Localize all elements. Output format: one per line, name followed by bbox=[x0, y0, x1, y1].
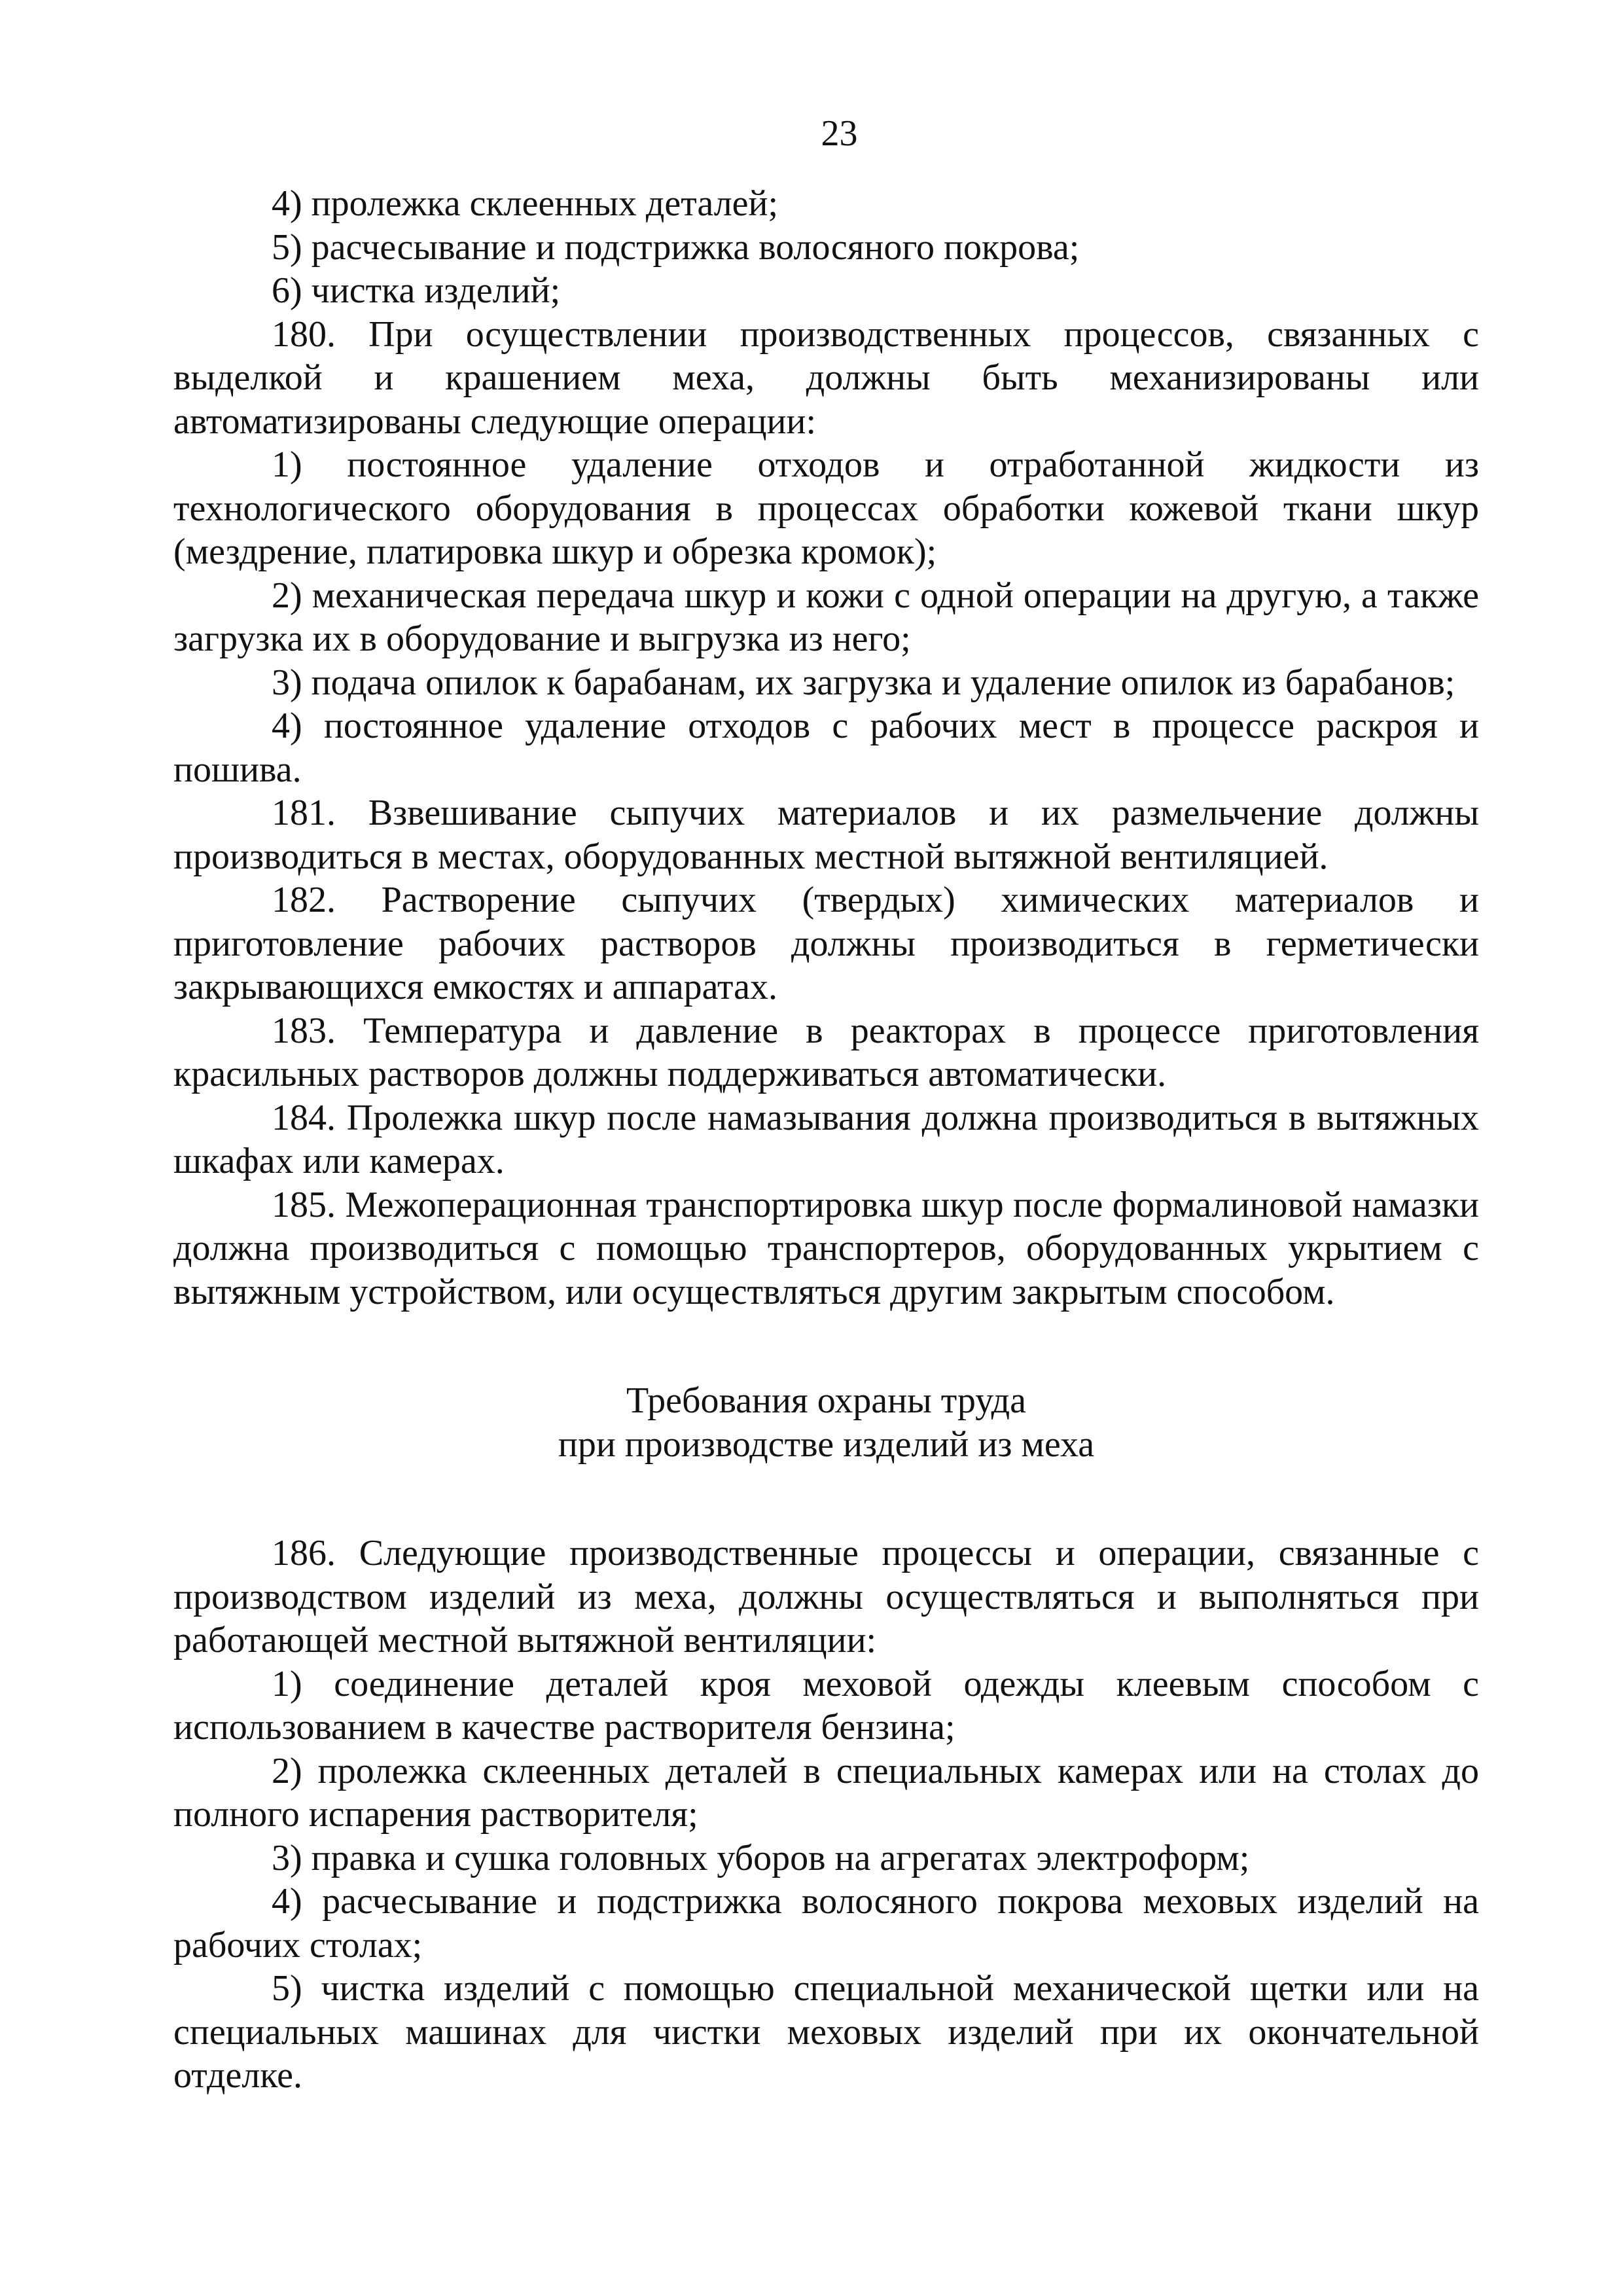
paragraph: 2) механическая передача шкур и кожи с одной операции на другую, а также загрузка их в оборудование и выгрузка из него; bbox=[173, 575, 1479, 659]
paragraph: 184. Пролежка шкур после намазывания должна производиться в вытяжных шкафах или камерах. bbox=[173, 1097, 1479, 1181]
paragraph: 3) подача опилок к барабанам, их загрузка и удаление опилок из барабанов; bbox=[272, 662, 1455, 703]
document-page bbox=[173, 111, 1479, 2098]
paragraph: 4) расчесывание и подстрижка волосяного покрова меховых изделий на рабочих столах; bbox=[173, 1881, 1479, 1965]
paragraph: 185. Межоперационная транспортировка шкур после формалиновой намазки должна производиться с помощью транспортеров, оборудованных укрытием с вытяжным устройством, или осуществляться другим закрытым способом. bbox=[173, 1184, 1479, 1312]
paragraph: 186. Следующие производственные процессы и операции, связанные с производством изделий из меха, должны осуществляться и выполняться при работающей местной вытяжной вентиляции: bbox=[173, 1533, 1479, 1660]
paragraph: 180. При осуществлении производственных процессов, связанных с выделкой и крашением меха, должны быть механизированы или автоматизированы следующие операции: bbox=[173, 314, 1479, 442]
paragraph: 183. Температура и давление в реакторах в процессе приготовления красильных растворов должны поддерживаться автоматически. bbox=[173, 1010, 1479, 1094]
paragraphs-bottom bbox=[173, 1532, 1479, 2098]
section-title bbox=[173, 1379, 1479, 1466]
paragraph: 182. Растворение сыпучих (твердых) химических материалов и приготовление рабочих растворов должны производиться в герметически закрывающихся емкостях и аппаратах. bbox=[173, 880, 1479, 1007]
paragraph: 6) чистка изделий; bbox=[272, 270, 561, 311]
paragraph: 5) чистка изделий с помощью специальной механической щетки или на специальных машинах для чистки меховых изделий при их окончательной отделке. bbox=[173, 1968, 1479, 2096]
paragraph: 2) пролежка склеенных деталей в специальных камерах или на столах до полного испарения растворителя; bbox=[173, 1750, 1479, 1835]
page-number: 23 bbox=[821, 113, 858, 154]
paragraph: 4) постоянное удаление отходов с рабочих мест в процессе раскроя и пошива. bbox=[173, 706, 1479, 790]
section-title-line: при производстве изделий из меха bbox=[558, 1424, 1095, 1465]
paragraph: 1) постоянное удаление отходов и отработанной жидкости из технологического оборудования в процессах обработки кожевой ткани шкур (мездрение, платировка шкур и обрезка кромок); bbox=[173, 444, 1479, 572]
paragraph: 181. Взвешивание сыпучих материалов и их размельчение должны производиться в местах, оборудованных местной вытяжной вентиляцией. bbox=[173, 793, 1479, 877]
paragraphs-top bbox=[173, 182, 1479, 1314]
paragraph: 4) пролежка склеенных деталей; bbox=[272, 183, 779, 224]
paragraph: 1) соединение деталей кроя меховой одежды клеевым способом с использованием в качестве растворителя бензина; bbox=[173, 1663, 1479, 1748]
section-title-line: Требования охраны труда bbox=[626, 1380, 1026, 1421]
paragraph: 5) расчесывание и подстрижка волосяного покрова; bbox=[272, 226, 1080, 268]
paragraph: 3) правка и сушка головных уборов на агрегатах электроформ; bbox=[272, 1837, 1250, 1878]
